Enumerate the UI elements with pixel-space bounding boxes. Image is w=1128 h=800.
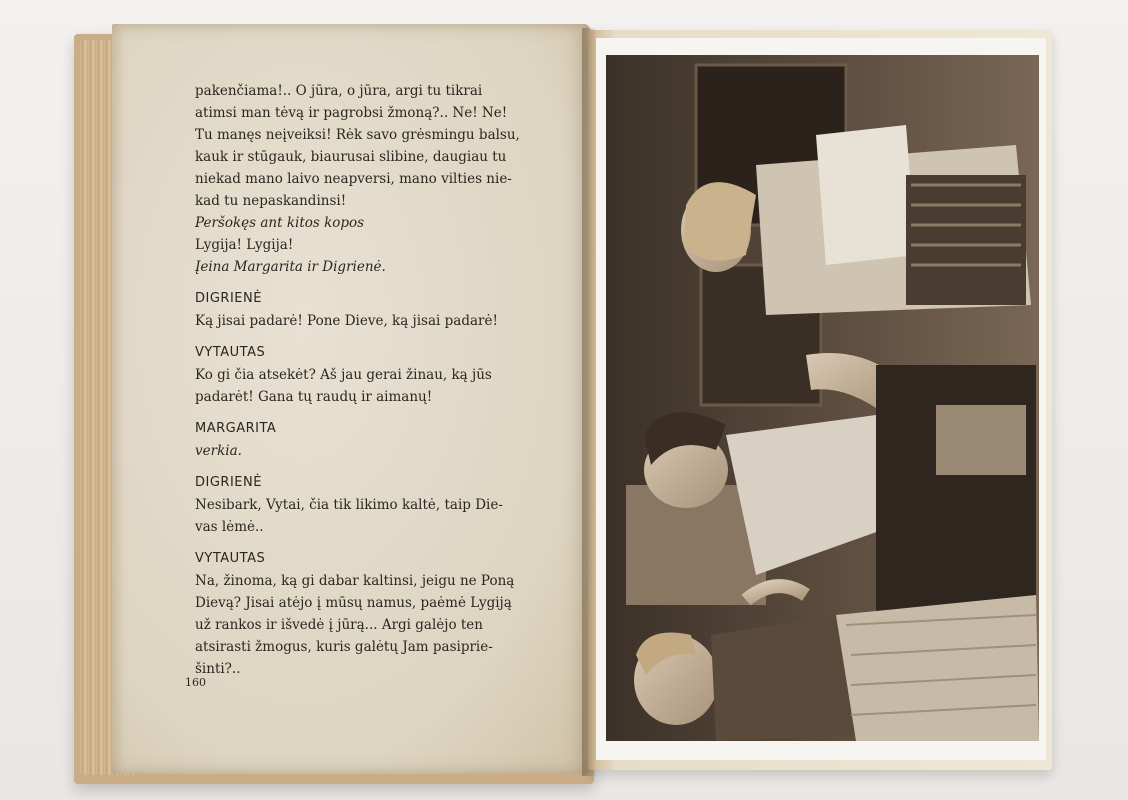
dialogue-line: Tu manęs neįveiksi! Rėk savo grėsmingu balsu, — [195, 127, 520, 143]
dialogue-line: kauk ir stūgauk, biaurusai slibine, daugiau tu — [195, 149, 507, 165]
dialogue-line: padarėt! Gana tų raudų ir aimanų! — [195, 389, 433, 405]
script-text — [195, 80, 530, 680]
dialogue-line: kad tu nepaskandinsi! — [195, 193, 347, 209]
dialogue-line: atsirasti žmogus, kuris galėtų Jam pasiprie- — [195, 639, 493, 655]
film-still-photo — [606, 55, 1039, 741]
speaker-name: MARGARITA — [195, 421, 277, 436]
speaker-name: VYTAUTAS — [195, 345, 266, 360]
dialogue-line: Na, žinoma, ką gi dabar kaltinsi, jeigu ne Poną — [195, 573, 515, 589]
photo-illustration — [606, 55, 1039, 741]
dialogue-line: Lygija! Lygija! — [195, 237, 294, 253]
dialogue-line: atimsi man tėvą ir pagrobsi žmoną?.. Ne! Ne! — [195, 105, 508, 121]
dialogue-line: Ką jisai padarė! Pone Dieve, ką jisai padarė! — [195, 313, 498, 329]
dialogue-line: vas lėmė.. — [195, 519, 264, 535]
page-number: 160 — [185, 676, 206, 689]
dialogue-line: pakenčiama!.. O jūra, o jūra, argi tu tikrai — [195, 83, 483, 99]
dialogue-line: už rankos ir išvedė į jūrą... Argi galėjo ten — [195, 617, 483, 633]
stage-direction: verkia. — [195, 443, 242, 459]
stage-direction: Peršokęs ant kitos kopos — [195, 215, 365, 231]
book-gutter-shadow — [582, 28, 596, 776]
speaker-name: DIGRIENĖ — [195, 291, 262, 306]
speaker-name: DIGRIENĖ — [195, 475, 262, 490]
dialogue-line: šinti?.. — [195, 661, 241, 677]
dialogue-line: Nesibark, Vytai, čia tik likimo kaltė, taip Die- — [195, 497, 503, 513]
dialogue-line: niekad mano laivo neapversi, mano vilties nie- — [195, 171, 512, 187]
stage-direction: Įeina Margarita ir Digrienė. — [195, 259, 386, 275]
speaker-name: VYTAUTAS — [195, 551, 266, 566]
dialogue-line: Dievą? Jisai atėjo į mūsų namus, paėmė Lygiją — [195, 595, 512, 611]
dialogue-line: Ko gi čia atsekėt? Aš jau gerai žinau, ką jūs — [195, 367, 492, 383]
